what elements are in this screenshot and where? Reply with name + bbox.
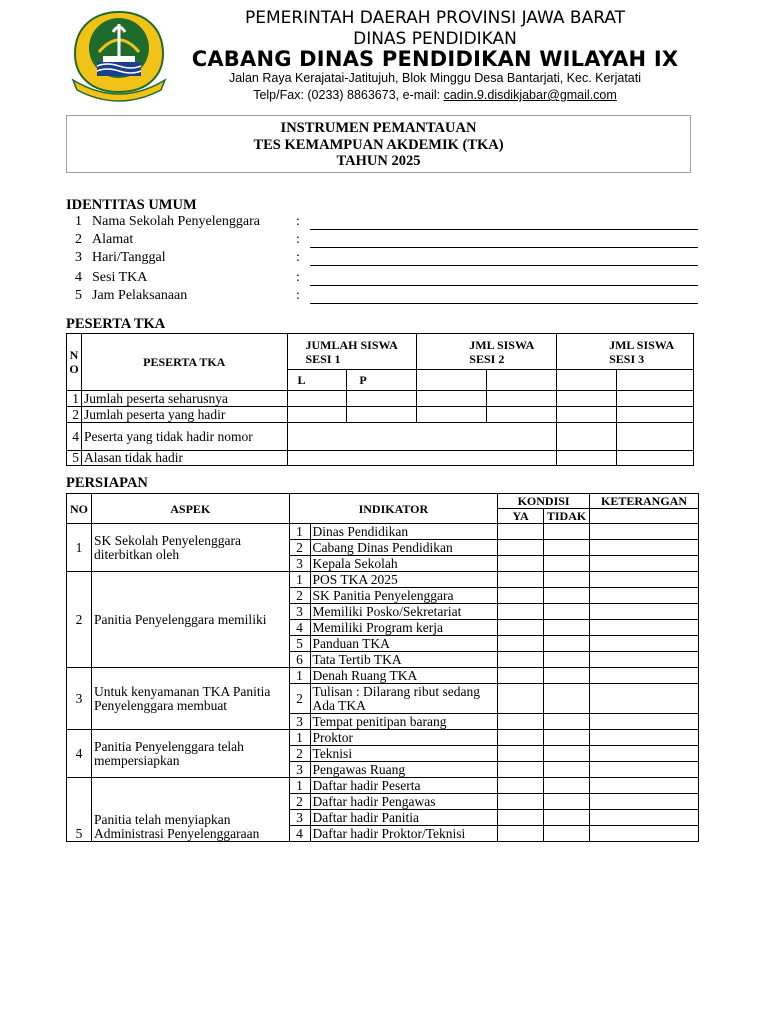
- aspek-number: 3: [67, 668, 92, 730]
- persiapan-table: [66, 493, 699, 842]
- ya-checkbox-cell[interactable]: [498, 810, 544, 826]
- tidak-checkbox-cell[interactable]: [544, 588, 590, 604]
- cell[interactable]: [287, 423, 557, 451]
- cell[interactable]: [347, 407, 417, 423]
- aspek-text: Panitia Penyelenggara telah mempersiapkan: [91, 730, 289, 778]
- row-label: Alasan tidak hadir: [81, 451, 287, 466]
- cell[interactable]: [417, 370, 487, 391]
- col-header-tidak: TIDAK: [544, 509, 590, 524]
- table-row: [67, 572, 699, 588]
- title-line-1: INSTRUMEN PEMANTAUAN: [280, 120, 477, 136]
- field-label: Nama Sekolah Penyelenggara: [92, 214, 260, 229]
- ya-checkbox-cell[interactable]: [498, 746, 544, 762]
- keterangan-cell[interactable]: [590, 540, 699, 556]
- ya-checkbox-cell[interactable]: [498, 826, 544, 842]
- row-label: Peserta yang tidak hadir nomor: [81, 423, 287, 451]
- section-identitas-heading: IDENTITAS UMUM: [66, 197, 197, 213]
- keterangan-cell[interactable]: [590, 684, 699, 714]
- cell[interactable]: [617, 370, 694, 391]
- indikator-number: 1: [289, 668, 310, 684]
- indikator-text: Daftar hadir Panitia: [310, 810, 498, 826]
- ya-checkbox-cell[interactable]: [498, 668, 544, 684]
- tidak-checkbox-cell[interactable]: [544, 652, 590, 668]
- tidak-checkbox-cell[interactable]: [544, 604, 590, 620]
- indikator-number: 3: [289, 762, 310, 778]
- identitas-row: [66, 250, 706, 268]
- col-header-no: NO: [67, 494, 92, 524]
- indikator-text: Memiliki Program kerja: [310, 620, 498, 636]
- sub-header-p: P: [347, 370, 417, 391]
- header-address: Jalan Raya Kerajatai-Jatitujuh, Blok Minggu Desa Bantarjati, Kec. Kerjatati: [228, 71, 642, 85]
- keterangan-cell[interactable]: [590, 778, 699, 794]
- indikator-number: 6: [289, 652, 310, 668]
- indikator-number: 4: [289, 620, 310, 636]
- address-fill-line[interactable]: [310, 247, 698, 248]
- keterangan-cell[interactable]: [590, 524, 699, 540]
- aspek-text: Panitia telah menyiapkan Administrasi Penyelenggaraan: [91, 778, 289, 842]
- keterangan-cell[interactable]: [590, 572, 699, 588]
- keterangan-cell[interactable]: [590, 588, 699, 604]
- cell[interactable]: [617, 391, 694, 407]
- cell[interactable]: [347, 391, 417, 407]
- indikator-number: 1: [289, 730, 310, 746]
- cell[interactable]: [487, 391, 557, 407]
- tidak-checkbox-cell[interactable]: [544, 826, 590, 842]
- col-header-ya: YA: [498, 509, 544, 524]
- section-peserta-heading: PESERTA TKA: [66, 316, 166, 332]
- tidak-checkbox-cell[interactable]: [544, 762, 590, 778]
- document-title-box: [66, 115, 691, 173]
- table-row: [67, 778, 699, 794]
- row-number: 2: [75, 232, 82, 247]
- ya-checkbox-cell[interactable]: [498, 684, 544, 714]
- keterangan-cell[interactable]: [590, 714, 699, 730]
- header-contact: [175, 88, 695, 102]
- tidak-checkbox-cell[interactable]: [544, 810, 590, 826]
- row-number: 1: [75, 214, 82, 229]
- col-header-sesi-1: JUMLAH SISWA SESI 1: [287, 334, 417, 370]
- indikator-number: 4: [289, 826, 310, 842]
- table-row: [67, 423, 694, 451]
- indikator-number: 2: [289, 746, 310, 762]
- tidak-checkbox-cell[interactable]: [544, 572, 590, 588]
- row-number: 2: [67, 407, 82, 423]
- tidak-checkbox-cell[interactable]: [544, 778, 590, 794]
- keterangan-cell[interactable]: [590, 794, 699, 810]
- table-row: [67, 668, 699, 684]
- ya-checkbox-cell[interactable]: [498, 730, 544, 746]
- ya-checkbox-cell[interactable]: [498, 636, 544, 652]
- section-persiapan-heading: PERSIAPAN: [66, 475, 148, 491]
- indikator-number: 2: [289, 684, 310, 714]
- aspek-number: 2: [67, 572, 92, 668]
- col-header-kondisi: KONDISI: [498, 494, 590, 509]
- field-label: Alamat: [92, 232, 134, 247]
- field-colon: :: [296, 288, 300, 303]
- indikator-text: Tata Tertib TKA: [310, 652, 498, 668]
- ya-checkbox-cell[interactable]: [498, 762, 544, 778]
- cell[interactable]: [557, 370, 617, 391]
- indikator-number: 3: [289, 604, 310, 620]
- keterangan-cell[interactable]: [590, 668, 699, 684]
- keterangan-cell[interactable]: [590, 604, 699, 620]
- ya-checkbox-cell[interactable]: [498, 540, 544, 556]
- row-number: 4: [67, 423, 82, 451]
- row-number: 1: [67, 391, 82, 407]
- col-header-indikator: INDIKATOR: [289, 494, 498, 524]
- tidak-checkbox-cell[interactable]: [544, 620, 590, 636]
- ya-checkbox-cell[interactable]: [498, 620, 544, 636]
- cell[interactable]: [617, 451, 694, 466]
- tidak-checkbox-cell[interactable]: [544, 746, 590, 762]
- indikator-text: Pengawas Ruang: [310, 762, 498, 778]
- cell[interactable]: [417, 391, 487, 407]
- contact-phone: Telp/Fax: (0233) 8863673, e-mail:: [253, 88, 444, 102]
- cell[interactable]: [287, 407, 347, 423]
- indikator-number: 2: [289, 588, 310, 604]
- keterangan-cell[interactable]: [590, 636, 699, 652]
- table-row: [67, 451, 694, 466]
- row-label: Jumlah peserta yang hadir: [81, 407, 287, 423]
- row-number: 4: [75, 270, 82, 285]
- cell[interactable]: [557, 423, 617, 451]
- school-name-fill-line[interactable]: [310, 229, 698, 230]
- table-row: [67, 524, 699, 540]
- aspek-text: Untuk kenyamanan TKA Panitia Penyelenggara membuat: [91, 668, 289, 730]
- keterangan-cell[interactable]: [590, 620, 699, 636]
- tidak-checkbox-cell[interactable]: [544, 540, 590, 556]
- indikator-number: 2: [289, 794, 310, 810]
- ya-checkbox-cell[interactable]: [498, 652, 544, 668]
- cell[interactable]: [557, 391, 617, 407]
- indikator-number: 5: [289, 636, 310, 652]
- peserta-table: [66, 333, 694, 466]
- indikator-text: SK Panitia Penyelenggara: [310, 588, 498, 604]
- row-label: Jumlah peserta seharusnya: [81, 391, 287, 407]
- indikator-text: Daftar hadir Pengawas: [310, 794, 498, 810]
- cell[interactable]: [617, 423, 694, 451]
- indikator-text: Kepala Sekolah: [310, 556, 498, 572]
- logo-emblem: [68, 8, 170, 108]
- identitas-row: [66, 270, 706, 288]
- indikator-text: Cabang Dinas Pendidikan: [310, 540, 498, 556]
- table-row: [67, 391, 694, 407]
- cell[interactable]: [487, 370, 557, 391]
- tidak-checkbox-cell[interactable]: [544, 684, 590, 714]
- ya-checkbox-cell[interactable]: [498, 604, 544, 620]
- row-number: 5: [75, 288, 82, 303]
- cell[interactable]: [487, 407, 557, 423]
- tidak-checkbox-cell[interactable]: [544, 668, 590, 684]
- keterangan-cell[interactable]: [590, 826, 699, 842]
- tidak-checkbox-cell[interactable]: [544, 556, 590, 572]
- cell[interactable]: [557, 451, 617, 466]
- table-row: [67, 407, 694, 423]
- cell[interactable]: [617, 407, 694, 423]
- indikator-number: 3: [289, 810, 310, 826]
- indikator-text: POS TKA 2025: [310, 572, 498, 588]
- field-label: Sesi TKA: [92, 270, 148, 285]
- indikator-number: 1: [289, 778, 310, 794]
- identitas-row: [66, 232, 706, 250]
- keterangan-cell[interactable]: [590, 762, 699, 778]
- indikator-text: Tempat penitipan barang: [310, 714, 498, 730]
- cell[interactable]: [417, 407, 487, 423]
- col-header-aspek: ASPEK: [91, 494, 289, 524]
- indikator-text: Daftar hadir Peserta: [310, 778, 498, 794]
- keterangan-cell[interactable]: [590, 730, 699, 746]
- ya-checkbox-cell[interactable]: [498, 556, 544, 572]
- field-colon: :: [296, 250, 300, 265]
- aspek-number: 1: [67, 524, 92, 572]
- tidak-checkbox-cell[interactable]: [544, 730, 590, 746]
- row-number: 3: [75, 250, 82, 265]
- aspek-text: Panitia Penyelenggara memiliki: [91, 572, 289, 668]
- header-branch: CABANG DINAS PENDIDIKAN WILAYAH IX: [191, 47, 679, 71]
- indikator-text: Dinas Pendidikan: [310, 524, 498, 540]
- row-number: 5: [67, 451, 82, 466]
- ya-checkbox-cell[interactable]: [498, 588, 544, 604]
- cell[interactable]: [287, 391, 347, 407]
- header-government: PEMERINTAH DAERAH PROVINSI JAWA BARAT: [244, 8, 626, 28]
- date-fill-line[interactable]: [310, 265, 698, 266]
- col-header-sesi-2: JML SISWA SESI 2: [417, 334, 557, 370]
- tidak-checkbox-cell[interactable]: [544, 636, 590, 652]
- sub-header-l: L: [287, 370, 347, 391]
- ya-checkbox-cell[interactable]: [498, 778, 544, 794]
- indikator-number: 1: [289, 524, 310, 540]
- ya-checkbox-cell[interactable]: [498, 572, 544, 588]
- col-header-peserta: PESERTA TKA: [81, 334, 287, 391]
- header-department: DINAS PENDIDIKAN: [353, 29, 517, 49]
- indikator-number: 3: [289, 714, 310, 730]
- indikator-text: Tulisan : Dilarang ribut sedang Ada TKA: [310, 684, 498, 714]
- col-header-sesi-3: JML SISWA SESI 3: [557, 334, 694, 370]
- indikator-text: Proktor: [310, 730, 498, 746]
- col-header-keterangan: KETERANGAN: [590, 494, 699, 509]
- aspek-number: 5: [67, 778, 92, 842]
- time-fill-line[interactable]: [310, 303, 698, 304]
- cell[interactable]: [287, 451, 557, 466]
- indikator-number: 2: [289, 540, 310, 556]
- contact-email-link[interactable]: cadin.9.disdikjabar@gmail.com: [443, 88, 617, 102]
- cell: [590, 509, 699, 524]
- ya-checkbox-cell[interactable]: [498, 524, 544, 540]
- keterangan-cell[interactable]: [590, 556, 699, 572]
- indikator-number: 3: [289, 556, 310, 572]
- field-colon: :: [296, 270, 300, 285]
- aspek-text: SK Sekolah Penyelenggara diterbitkan oleh: [91, 524, 289, 572]
- identitas-row: [66, 214, 706, 232]
- field-colon: :: [296, 214, 300, 229]
- keterangan-cell[interactable]: [590, 810, 699, 826]
- tidak-checkbox-cell[interactable]: [544, 794, 590, 810]
- identitas-row: [66, 288, 706, 306]
- cell[interactable]: [557, 407, 617, 423]
- tidak-checkbox-cell[interactable]: [544, 714, 590, 730]
- table-row: [67, 730, 699, 746]
- indikator-text: Memiliki Posko/Sekretariat: [310, 604, 498, 620]
- indikator-text: Denah Ruang TKA: [310, 668, 498, 684]
- title-line-2: TES KEMAMPUAN AKDEMIK (TKA): [253, 136, 504, 153]
- indikator-number: 1: [289, 572, 310, 588]
- ya-checkbox-cell[interactable]: [498, 714, 544, 730]
- indikator-text: Teknisi: [310, 746, 498, 762]
- keterangan-cell[interactable]: [590, 652, 699, 668]
- field-label: Jam Pelaksanaan: [92, 288, 188, 303]
- session-fill-line[interactable]: [310, 285, 698, 286]
- col-header-no: N O: [67, 334, 82, 391]
- indikator-text: Panduan TKA: [310, 636, 498, 652]
- field-label: Hari/Tanggal: [92, 250, 166, 265]
- title-line-3: TAHUN 2025: [336, 153, 421, 169]
- ya-checkbox-cell[interactable]: [498, 794, 544, 810]
- keterangan-cell[interactable]: [590, 746, 699, 762]
- tidak-checkbox-cell[interactable]: [544, 524, 590, 540]
- indikator-text: Daftar hadir Proktor/Teknisi: [310, 826, 498, 842]
- aspek-number: 4: [67, 730, 92, 778]
- field-colon: :: [296, 232, 300, 247]
